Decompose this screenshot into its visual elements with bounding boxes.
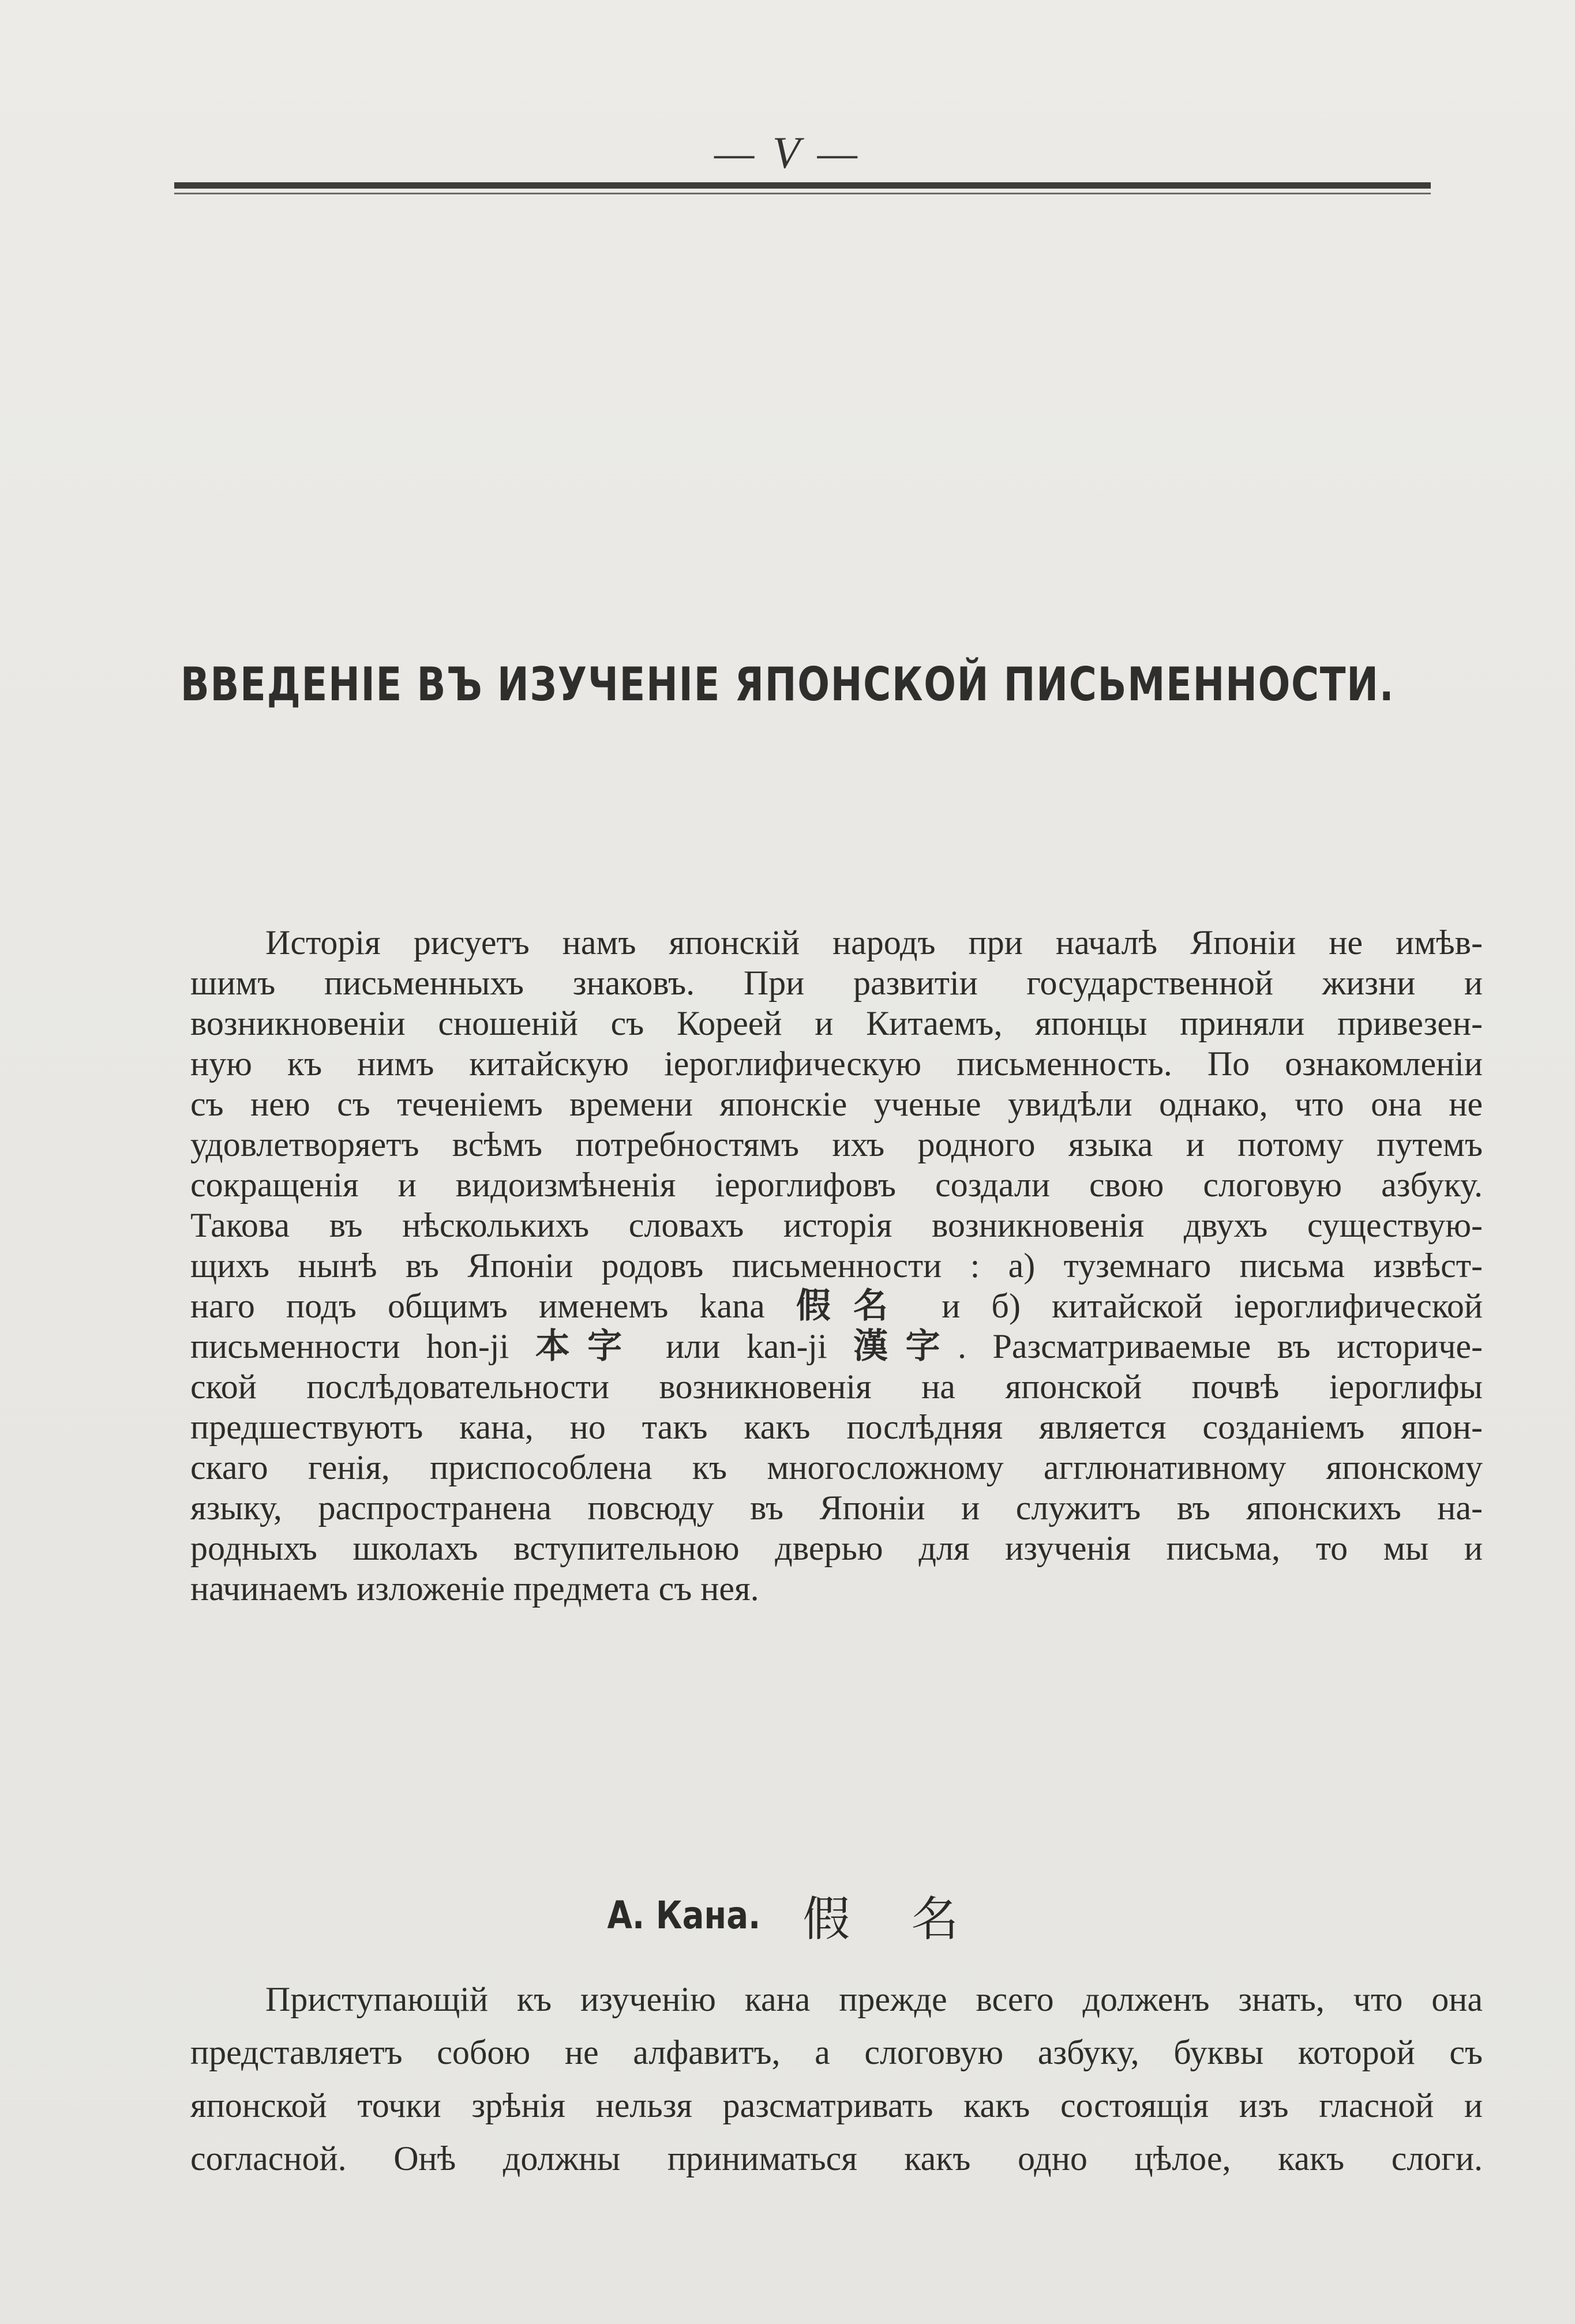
text-line: возникновеніи сношеній съ Кореей и Китаемъ, японцы приняли привезен-	[190, 1004, 1483, 1042]
kanji-honji: 本字	[535, 1326, 640, 1366]
section-heading-label: А. Кана.	[607, 1893, 760, 1938]
page-number: — V —	[714, 127, 861, 178]
text-line: шимъ письменныхъ знаковъ. При развитіи государственной жизни и	[190, 964, 1483, 1002]
text-line: щихъ нынѣ въ Японіи родовъ письменности : а) туземнаго письма извѣст-	[190, 1247, 1483, 1285]
header-rule-thin	[174, 193, 1431, 194]
text-fragment: наго подъ общимъ именемъ kana	[190, 1287, 765, 1325]
section-paragraph	[190, 1973, 1483, 2185]
text-line: ную къ нимъ китайскую іероглифическую письменность. По ознакомленіи	[190, 1045, 1483, 1083]
text-line: предшествуютъ кана, но такъ какъ послѣдняя является созданіемъ япон-	[190, 1408, 1483, 1446]
text-line: японской точки зрѣнія нельзя разсматривать какъ состоящія изъ гласной и	[190, 2086, 1483, 2124]
text-fragment: письменности hon-ji	[190, 1327, 509, 1365]
text-line: начинаемъ изложеніе предмета съ нея.	[190, 1570, 759, 1608]
intro-paragraph	[190, 923, 1483, 1609]
text-line: скаго генія, приспособлена къ многосложному агглюнативному японскому	[190, 1448, 1483, 1486]
text-line: Приступающій къ изученію кана прежде всего долженъ знать, что она	[265, 1980, 1483, 2018]
text-line: родныхъ школахъ вступительною дверью для изученія письма, то мы и	[190, 1529, 1483, 1567]
text-line: сокращенія и видоизмѣненія іероглифовъ создали свою слоговую азбуку.	[190, 1166, 1483, 1204]
section-heading	[0, 1882, 1575, 1949]
text-line: языку, распространена повсюду въ Японіи и служитъ въ японскихъ на-	[190, 1489, 1483, 1527]
kanji-kanji: 漢字	[853, 1326, 958, 1366]
text-line-honji	[190, 1327, 1483, 1366]
text-line: ской послѣдовательности возникновенія на японской почвѣ іероглифы	[190, 1368, 1483, 1406]
text-line: Исторія рисуетъ намъ японскій народъ при началѣ Японіи не имѣв-	[265, 923, 1483, 962]
text-line-kana	[190, 1286, 1483, 1326]
text-line: съ нею съ теченіемъ времени японскіе ученые увидѣли однако, что она не	[190, 1085, 1483, 1123]
text-fragment: или kan-ji	[666, 1327, 827, 1365]
header-rule-thick	[174, 182, 1431, 189]
kanji-kana: 假名	[796, 1286, 911, 1326]
text-line: согласной. Онѣ должны приниматься какъ одно цѣлое, какъ слоги.	[190, 2139, 1483, 2177]
text-line: удовлетворяетъ всѣмъ потребностямъ ихъ родного языка и потому путемъ	[190, 1125, 1483, 1163]
text-fragment: и б) китайской іероглифической	[942, 1287, 1483, 1325]
chapter-title: ВВЕДЕНІЕ ВЪ ИЗУЧЕНІЕ ЯПОНСКОЙ ПИСЬМЕННОСТИ.	[180, 658, 1395, 711]
section-heading-kanji: 假 名	[802, 1892, 982, 1947]
text-fragment: . Разсматриваемые въ историче-	[958, 1327, 1483, 1365]
text-line: Такова въ нѣсколькихъ словахъ исторія возникновенія двухъ существую-	[190, 1206, 1483, 1244]
text-line: представляетъ собою не алфавитъ, а слоговую азбуку, буквы которой съ	[190, 2033, 1483, 2071]
